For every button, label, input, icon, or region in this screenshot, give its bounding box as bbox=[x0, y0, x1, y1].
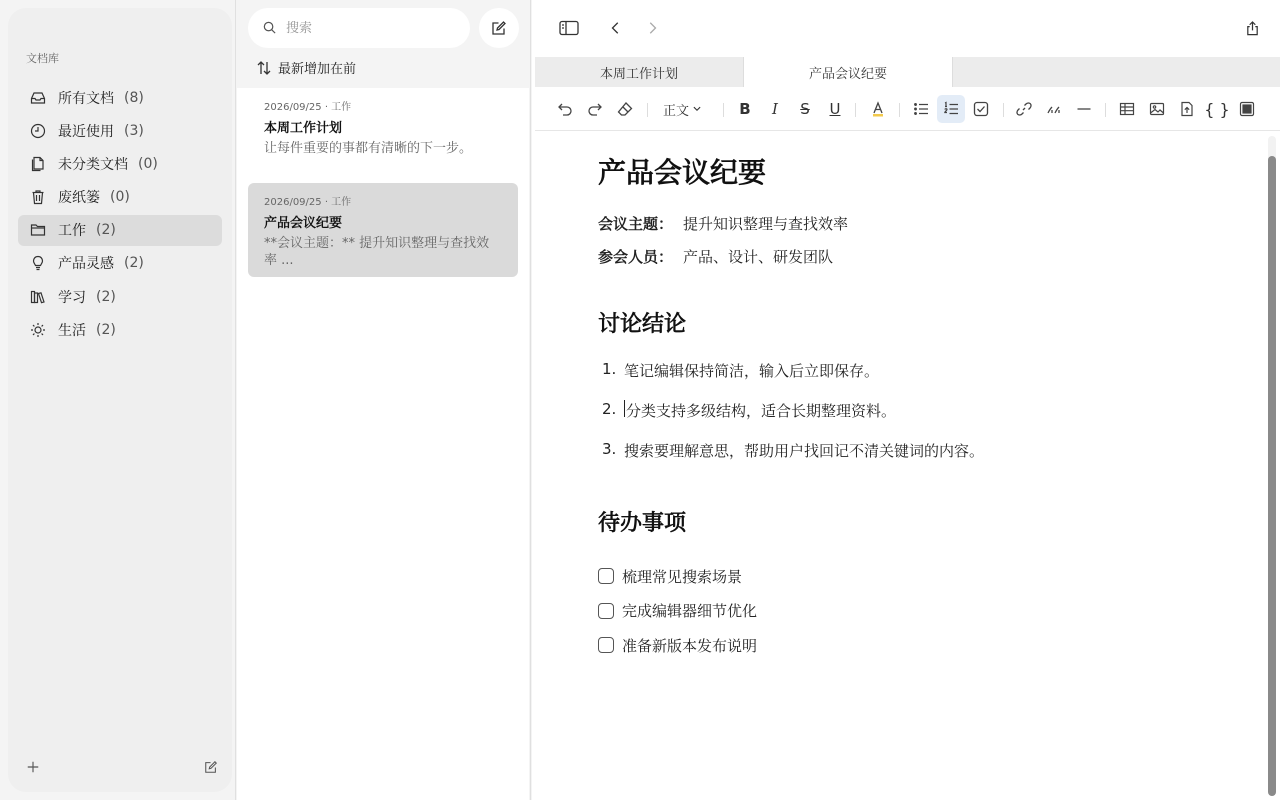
text-color-icon bbox=[870, 101, 886, 117]
quote-button[interactable] bbox=[1040, 95, 1068, 123]
file-upload-icon bbox=[1179, 101, 1195, 117]
forward-button[interactable] bbox=[642, 18, 662, 38]
sidebar-item-uncategorized[interactable] bbox=[18, 148, 222, 179]
new-note-button[interactable] bbox=[479, 8, 519, 48]
bulb-icon bbox=[30, 255, 46, 271]
italic-icon: I bbox=[772, 100, 778, 118]
redo-icon bbox=[587, 101, 603, 117]
document-title: 产品会议纪要 bbox=[598, 156, 767, 189]
list-item bbox=[598, 440, 1238, 480]
editor-scrollbar[interactable] bbox=[1268, 136, 1276, 796]
sidebar-item-count: (2) bbox=[96, 222, 116, 239]
add-category-button[interactable] bbox=[24, 758, 42, 776]
sidebar-item-label: 最近使用 bbox=[58, 123, 114, 140]
toolbar-separator bbox=[1105, 103, 1106, 117]
quote-icon bbox=[1046, 101, 1062, 117]
image-icon bbox=[1149, 101, 1165, 117]
chevron-left-icon bbox=[609, 21, 623, 35]
sidebar-item-label: 废纸篓 bbox=[58, 190, 100, 207]
sidebar-item-label: 学习 bbox=[58, 289, 86, 306]
scrollbar-thumb[interactable] bbox=[1268, 156, 1276, 796]
undo-icon bbox=[557, 101, 573, 117]
section-heading-conclusions: 讨论结论 bbox=[598, 312, 687, 337]
sidebar-item-study[interactable] bbox=[18, 281, 222, 312]
todo-checkbox[interactable] bbox=[598, 637, 614, 653]
bullet-list-icon bbox=[913, 101, 929, 117]
list-number: 2. bbox=[602, 400, 617, 418]
conclusion-list bbox=[598, 360, 1238, 480]
todo-text: 准备新版本发布说明 bbox=[622, 636, 758, 655]
search-icon bbox=[262, 20, 278, 36]
paragraph-style-select[interactable] bbox=[663, 95, 702, 123]
bullet-list-button[interactable] bbox=[907, 95, 935, 123]
list-number: 3. bbox=[602, 440, 617, 458]
underline-button[interactable] bbox=[821, 95, 849, 123]
eraser-icon bbox=[617, 101, 633, 117]
todo-text: 完成编辑器细节优化 bbox=[622, 602, 758, 621]
checklist-button[interactable] bbox=[967, 95, 995, 123]
sort-icon bbox=[256, 60, 272, 76]
table-icon bbox=[1119, 101, 1135, 117]
attendees-label: 参会人员： bbox=[598, 248, 674, 266]
text-cursor bbox=[624, 400, 625, 417]
clock-icon bbox=[30, 123, 46, 139]
tab-meeting-notes[interactable] bbox=[744, 57, 953, 87]
divider-button[interactable] bbox=[1070, 95, 1098, 123]
todo-checkbox[interactable] bbox=[598, 568, 614, 584]
todo-item bbox=[598, 594, 1238, 629]
bold-button[interactable] bbox=[731, 95, 759, 123]
paragraph-style-label: 正文 bbox=[663, 103, 690, 119]
inbox-icon bbox=[30, 90, 46, 106]
undo-button[interactable] bbox=[551, 95, 579, 123]
underline-icon: U bbox=[829, 100, 841, 118]
sidebar-item-label: 未分类文档 bbox=[58, 156, 128, 173]
sidebar-item-count: (2) bbox=[124, 255, 144, 272]
compose-icon bbox=[491, 20, 507, 36]
docs-icon bbox=[30, 156, 46, 172]
sidebar bbox=[8, 8, 232, 792]
table-button[interactable] bbox=[1113, 95, 1141, 123]
sidebar-item-life[interactable] bbox=[18, 314, 222, 345]
redo-button[interactable] bbox=[581, 95, 609, 123]
strikethrough-button[interactable] bbox=[791, 95, 819, 123]
sun-icon bbox=[30, 322, 46, 338]
tab-label: 本周工作计划 bbox=[599, 66, 678, 82]
list-text: 分类支持多级结构，适合长期整理资料。 bbox=[626, 402, 897, 420]
section-heading-todos: 待办事项 bbox=[598, 511, 687, 536]
share-button[interactable] bbox=[1242, 18, 1262, 38]
todo-item bbox=[598, 628, 1238, 663]
numbered-list-icon bbox=[943, 101, 959, 117]
toolbar-separator bbox=[1003, 103, 1004, 117]
divider bbox=[235, 0, 236, 800]
sort-label: 最新增加在前 bbox=[278, 62, 357, 77]
sidebar-item-product-ideas[interactable] bbox=[18, 248, 222, 279]
todo-checkbox[interactable] bbox=[598, 603, 614, 619]
sidebar-item-label: 产品灵感 bbox=[58, 256, 114, 273]
folder-icon bbox=[30, 222, 46, 238]
search-box[interactable] bbox=[248, 8, 470, 48]
list-item bbox=[598, 400, 1238, 440]
text-color-button[interactable] bbox=[864, 95, 892, 123]
sort-button[interactable] bbox=[256, 58, 356, 77]
trash-icon bbox=[30, 189, 46, 205]
toolbar-separator bbox=[899, 103, 900, 117]
numbered-list-button[interactable] bbox=[937, 95, 965, 123]
strikethrough-icon: S bbox=[800, 100, 810, 118]
toolbar-separator bbox=[723, 103, 724, 117]
back-button[interactable] bbox=[606, 18, 626, 38]
link-button[interactable] bbox=[1010, 95, 1038, 123]
sidebar-item-count: (0) bbox=[110, 189, 130, 206]
sidebar-item-count: (2) bbox=[96, 288, 116, 305]
tab-bar bbox=[535, 57, 1280, 87]
sidebar-item-work[interactable] bbox=[18, 215, 222, 246]
note-item-selected[interactable] bbox=[248, 183, 518, 277]
sidebar-item-recent[interactable] bbox=[18, 115, 222, 146]
books-icon bbox=[30, 289, 46, 305]
plus-icon bbox=[26, 760, 40, 774]
list-item bbox=[598, 360, 1238, 400]
edit-icon bbox=[204, 760, 218, 774]
format-toolbar bbox=[535, 87, 1280, 131]
code-block-button[interactable] bbox=[1203, 95, 1231, 123]
bold-icon: B bbox=[739, 100, 751, 118]
todo-text: 梳理常见搜索场景 bbox=[622, 567, 743, 586]
todo-list bbox=[598, 559, 1238, 663]
clear-format-button[interactable] bbox=[611, 95, 639, 123]
embed-button[interactable] bbox=[1233, 95, 1261, 123]
note-title: 本周工作计划 bbox=[264, 121, 343, 136]
note-list-panel bbox=[237, 0, 529, 800]
sidebar-item-count: (3) bbox=[124, 122, 144, 139]
sidebar-toggle-icon bbox=[559, 20, 579, 36]
note-title: 产品会议纪要 bbox=[264, 216, 343, 231]
divider bbox=[530, 0, 531, 800]
attendees-value: 产品、设计、研发团队 bbox=[683, 248, 834, 266]
sidebar-list bbox=[18, 82, 222, 348]
tab-weekly-plan[interactable] bbox=[535, 57, 744, 87]
link-icon bbox=[1016, 101, 1032, 117]
editor-topbar bbox=[532, 0, 1280, 56]
document-content[interactable] bbox=[598, 131, 1238, 663]
chevron-down-icon bbox=[692, 104, 702, 114]
checkbox-icon bbox=[973, 101, 989, 117]
italic-button[interactable] bbox=[761, 95, 789, 123]
sidebar-item-trash[interactable] bbox=[18, 182, 222, 213]
todo-item bbox=[598, 559, 1238, 594]
list-text: 搜索要理解意思，帮助用户找回记不清关键词的内容。 bbox=[624, 442, 985, 460]
sidebar-item-label: 所有文档 bbox=[58, 90, 114, 107]
note-excerpt: **会议主题：** 提升知识整理与查找效率 ... bbox=[264, 236, 490, 268]
chevron-right-icon bbox=[645, 21, 659, 35]
attendees bbox=[598, 246, 1238, 267]
sidebar-item-count: (0) bbox=[138, 155, 158, 172]
note-meta: 2026/09/25 · 工作 bbox=[264, 102, 352, 113]
sidebar-item-count: (8) bbox=[124, 89, 144, 106]
meeting-topic bbox=[598, 213, 1238, 234]
toggle-sidebar-button[interactable] bbox=[558, 18, 580, 38]
meeting-topic-label: 会议主题： bbox=[598, 215, 674, 233]
sidebar-footer bbox=[24, 758, 220, 776]
note-excerpt: 让每件重要的事都有清晰的下一步。 bbox=[264, 141, 473, 156]
editor-pane bbox=[532, 0, 1280, 800]
image-button[interactable] bbox=[1143, 95, 1171, 123]
search-input[interactable] bbox=[286, 21, 446, 36]
toolbar-separator bbox=[647, 103, 648, 117]
share-icon bbox=[1245, 21, 1260, 36]
edit-categories-button[interactable] bbox=[202, 758, 220, 776]
attachment-button[interactable] bbox=[1173, 95, 1201, 123]
horizontal-rule-icon bbox=[1076, 101, 1092, 117]
library-title: 文档库 bbox=[26, 52, 59, 65]
sidebar-item-label: 工作 bbox=[58, 223, 86, 240]
note-list bbox=[237, 88, 529, 800]
sidebar-item-count: (2) bbox=[96, 321, 116, 338]
sidebar-item-all-docs[interactable] bbox=[18, 82, 222, 113]
embed-icon bbox=[1239, 101, 1255, 117]
list-number: 1. bbox=[602, 360, 617, 378]
toolbar-separator bbox=[855, 103, 856, 117]
meeting-topic-value: 提升知识整理与查找效率 bbox=[683, 215, 849, 233]
sidebar-item-label: 生活 bbox=[58, 322, 86, 339]
note-item[interactable] bbox=[248, 88, 518, 167]
note-meta: 2026/09/25 · 工作 bbox=[264, 197, 352, 208]
tab-label: 产品会议纪要 bbox=[808, 66, 887, 82]
list-text: 笔记编辑保持简洁，输入后立即保存。 bbox=[624, 362, 880, 380]
code-icon: { } bbox=[1204, 99, 1230, 119]
